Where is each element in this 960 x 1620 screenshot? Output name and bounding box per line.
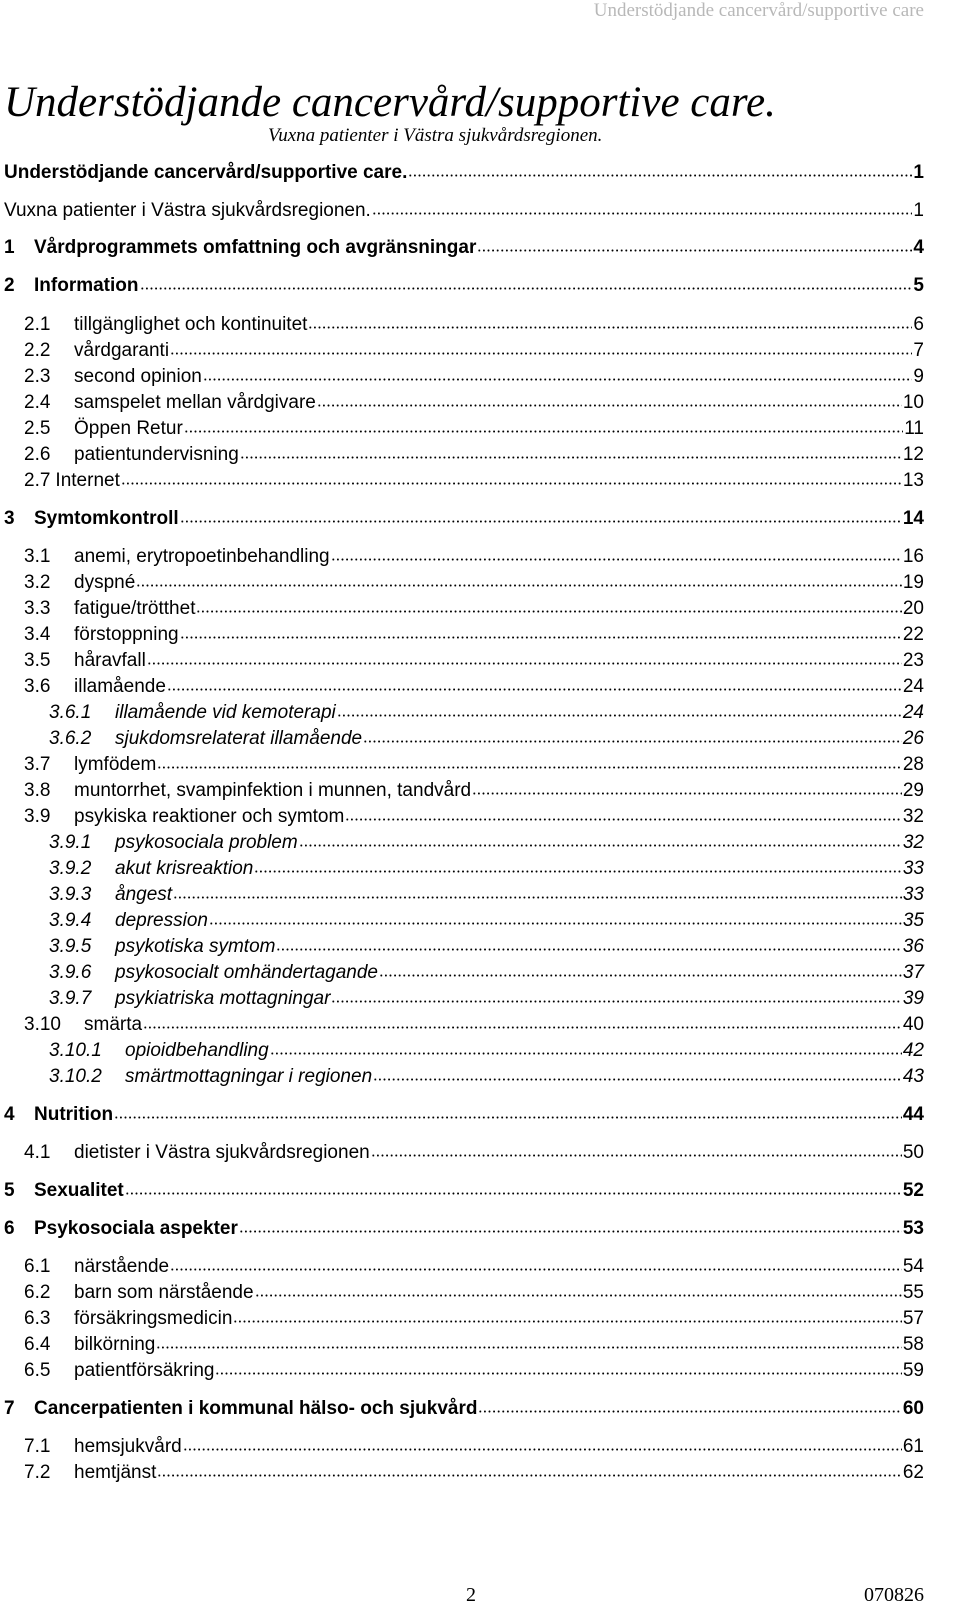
toc-entry-label: Symtomkontroll <box>34 508 179 529</box>
toc-entry-page: 19 <box>902 572 924 593</box>
toc-entry-label: smärta <box>84 1014 143 1035</box>
toc-dot-leader <box>183 1447 902 1452</box>
toc-dot-leader <box>136 583 902 588</box>
toc-entry-label: Öppen Retur <box>74 418 183 439</box>
toc-entry-label: Cancerpatienten i kommunal hälso- och sjukvård <box>34 1398 478 1419</box>
toc-entry[interactable] <box>24 443 924 467</box>
toc-entry-page: 7 <box>913 340 924 361</box>
toc-dot-leader <box>184 429 903 434</box>
toc-entry-label: förstoppning <box>74 624 179 645</box>
toc-entry-page: 36 <box>902 936 924 957</box>
toc-entry-page: 9 <box>913 366 924 387</box>
toc-dot-leader <box>317 403 902 408</box>
toc-entry-page: 37 <box>902 962 924 983</box>
toc-entry[interactable] <box>24 1461 924 1485</box>
toc-entry[interactable] <box>49 909 924 933</box>
toc-entry-page: 42 <box>902 1040 924 1061</box>
toc-entry-number: 3.5 <box>24 650 51 671</box>
toc-entry-number: 3.6 <box>24 676 51 697</box>
toc-entry-number: 3.10 <box>24 1014 61 1035</box>
toc-entry-page: 11 <box>904 418 924 439</box>
toc-entry[interactable] <box>49 701 924 725</box>
toc-dot-leader <box>379 973 902 978</box>
toc-entry-label: illamående vid kemoterapi <box>115 702 336 723</box>
page-number: 2 <box>466 1584 476 1606</box>
toc-dot-leader <box>203 377 913 382</box>
toc-entry-page: 20 <box>902 598 924 619</box>
toc-entry[interactable] <box>24 623 924 647</box>
toc-entry-page: 62 <box>902 1462 924 1483</box>
toc-dot-leader <box>299 843 902 848</box>
running-header: Understödjande cancervård/supportive care <box>593 0 924 21</box>
toc-entry[interactable] <box>24 417 924 441</box>
toc-entry-number: 2.5 <box>24 418 51 439</box>
toc-entry-number: 6 <box>4 1218 15 1239</box>
toc-dot-leader <box>170 1267 902 1272</box>
toc-dot-leader <box>373 1077 902 1082</box>
toc-entry-page: 55 <box>902 1282 924 1303</box>
toc-entry-page: 1 <box>913 162 924 183</box>
toc-entry-page: 10 <box>902 392 924 413</box>
toc-entry[interactable] <box>4 1103 924 1127</box>
toc-entry-page: 39 <box>902 988 924 1009</box>
toc-entry-label: vårdgaranti <box>74 340 170 361</box>
toc-entry-label: dyspné <box>74 572 136 593</box>
toc-entry-label: sjukdomsrelaterat illamående <box>115 728 363 749</box>
toc-entry-label: Information <box>34 275 139 296</box>
toc-dot-leader <box>215 1371 901 1376</box>
toc-entry-label: samspelet mellan vårdgivare <box>74 392 316 413</box>
toc-dot-leader <box>254 869 902 874</box>
toc-entry[interactable] <box>24 1435 924 1459</box>
toc-entry-label: Understödjande cancervård/supportive care. <box>4 162 408 183</box>
toc-entry-page: 40 <box>902 1014 924 1035</box>
toc-entry-label: fatigue/trötthet <box>74 598 196 619</box>
toc-dot-leader <box>345 817 902 822</box>
toc-entry-label: anemi, erytropoetinbehandling <box>74 546 330 567</box>
toc-entry-number: 3.9.1 <box>49 832 92 853</box>
toc-entry-label: barn som närstående <box>74 1282 254 1303</box>
toc-dot-leader <box>472 791 902 796</box>
toc-entry-number: 3.9 <box>24 806 51 827</box>
toc-entry-number: 2.6 <box>24 444 51 465</box>
toc-entry[interactable] <box>24 597 924 621</box>
toc-entry-number: 3 <box>4 508 15 529</box>
toc-entry-label: smärtmottagningar i regionen <box>125 1066 373 1087</box>
toc-entry-label: Vårdprogrammets omfattning och avgränsningar <box>34 237 477 258</box>
toc-dot-leader <box>255 1293 902 1298</box>
toc-entry-number: 6.1 <box>24 1256 51 1277</box>
toc-dot-leader <box>337 713 902 718</box>
toc-entry-label: patientundervisning <box>74 444 239 465</box>
toc-entry-page: 35 <box>902 910 924 931</box>
toc-dot-leader <box>157 765 902 770</box>
toc-entry-number: 6.2 <box>24 1282 51 1303</box>
toc-entry-page: 6 <box>913 314 924 335</box>
toc-entry[interactable] <box>4 199 924 223</box>
toc-entry-number: 6.5 <box>24 1360 51 1381</box>
toc-dot-leader <box>125 1191 902 1196</box>
toc-entry-number: 2.4 <box>24 392 51 413</box>
toc-entry-number: 3.6.1 <box>49 702 92 723</box>
toc-dot-leader <box>408 173 912 178</box>
toc-dot-leader <box>331 557 902 562</box>
toc-dot-leader <box>331 999 901 1004</box>
toc-entry-page: 12 <box>902 444 924 465</box>
toc-entry-label: patientförsäkring <box>74 1360 215 1381</box>
toc-entry-page: 52 <box>902 1180 924 1201</box>
toc-entry-label: hemtjänst <box>74 1462 157 1483</box>
toc-entry[interactable] <box>4 507 924 531</box>
toc-entry-number: 2.3 <box>24 366 51 387</box>
toc-entry-label: tillgänglighet och kontinuitet <box>74 314 308 335</box>
toc-entry[interactable] <box>24 1281 924 1305</box>
toc-dot-leader <box>167 687 902 692</box>
toc-entry-number: 3.7 <box>24 754 51 775</box>
toc-entry-label: håravfall <box>74 650 146 671</box>
toc-entry[interactable] <box>24 649 924 673</box>
toc-entry-page: 59 <box>902 1360 924 1381</box>
toc-entry-label: psykiska reaktioner och symtom <box>74 806 345 827</box>
toc-entry[interactable] <box>49 961 924 985</box>
toc-entry-number: 6.4 <box>24 1334 51 1355</box>
toc-entry[interactable] <box>49 831 924 855</box>
toc-entry-label: muntorrhet, svampinfektion i munnen, tandvård <box>74 780 472 801</box>
toc-entry-number: 1 <box>4 237 15 258</box>
toc-entry-label: illamående <box>74 676 166 697</box>
toc-entry-page: 50 <box>902 1142 924 1163</box>
toc-entry-page: 32 <box>902 806 924 827</box>
toc-dot-leader <box>372 211 913 216</box>
toc-entry-number: 2.7 <box>24 470 51 491</box>
toc-entry-number: 3.2 <box>24 572 51 593</box>
toc-dot-leader <box>308 325 912 330</box>
toc-entry[interactable] <box>49 1065 924 1089</box>
toc-entry-label: psykosociala problem <box>115 832 298 853</box>
toc-entry[interactable] <box>24 753 924 777</box>
toc-dot-leader <box>180 635 902 640</box>
toc-entry[interactable] <box>4 274 924 298</box>
toc-entry-page: 53 <box>902 1218 924 1239</box>
toc-entry-number: 3.10.1 <box>49 1040 102 1061</box>
toc-entry[interactable] <box>24 545 924 569</box>
toc-entry-label: psykiatriska mottagningar <box>115 988 331 1009</box>
toc-entry-page: 14 <box>902 508 924 529</box>
toc-entry-page: 26 <box>902 728 924 749</box>
toc-entry-label: second opinion <box>74 366 202 387</box>
toc-entry[interactable] <box>24 1307 924 1331</box>
toc-entry-number: 3.9.5 <box>49 936 92 957</box>
toc-entry-number: 7.2 <box>24 1462 51 1483</box>
toc-entry[interactable] <box>24 313 924 337</box>
toc-entry[interactable] <box>24 1141 924 1165</box>
toc-dot-leader <box>156 1345 902 1350</box>
toc-entry-label: dietister i Västra sjukvårdsregionen <box>74 1142 370 1163</box>
toc-entry-label: hemsjukvård <box>74 1436 182 1457</box>
document-subtitle: Vuxna patienter i Västra sjukvårdsregionen. <box>268 125 603 146</box>
toc-entry[interactable] <box>49 987 924 1011</box>
toc-entry-page: 24 <box>902 676 924 697</box>
toc-entry[interactable] <box>4 161 924 185</box>
toc-dot-leader <box>478 1409 901 1414</box>
toc-entry-number: 4 <box>4 1104 15 1125</box>
toc-entry[interactable] <box>4 1179 924 1203</box>
toc-entry-page: 28 <box>902 754 924 775</box>
toc-dot-leader <box>121 481 902 486</box>
toc-entry-number: 2 <box>4 275 15 296</box>
toc-entry-number: 3.4 <box>24 624 51 645</box>
toc-entry-label: opioidbehandling <box>125 1040 269 1061</box>
toc-entry[interactable] <box>24 571 924 595</box>
toc-entry-number: 7 <box>4 1398 15 1419</box>
toc-entry-page: 60 <box>902 1398 924 1419</box>
toc-dot-leader <box>180 519 902 524</box>
toc-dot-leader <box>143 1025 902 1030</box>
toc-entry-number: 3.8 <box>24 780 51 801</box>
toc-entry[interactable] <box>24 675 924 699</box>
toc-entry-label: Nutrition <box>34 1104 114 1125</box>
toc-entry-number: 6.3 <box>24 1308 51 1329</box>
toc-entry-label: ångest <box>115 884 173 905</box>
toc-entry[interactable] <box>49 1039 924 1063</box>
toc-entry[interactable] <box>24 1359 924 1383</box>
toc-entry-page: 24 <box>902 702 924 723</box>
toc-entry-number: 2.1 <box>24 314 51 335</box>
toc-dot-leader <box>170 351 912 356</box>
toc-entry-number: 3.9.7 <box>49 988 92 1009</box>
toc-entry-page: 44 <box>902 1104 924 1125</box>
toc-entry[interactable] <box>24 365 924 389</box>
toc-entry-page: 4 <box>913 237 924 258</box>
toc-entry-label: psykosocialt omhändertagande <box>115 962 379 983</box>
toc-entry-page: 1 <box>913 200 924 221</box>
toc-entry-label: bilkörning <box>74 1334 156 1355</box>
toc-entry[interactable] <box>24 1013 924 1037</box>
toc-entry[interactable] <box>24 469 924 493</box>
toc-entry-label: försäkringsmedicin <box>74 1308 233 1329</box>
toc-entry-number: 3.3 <box>24 598 51 619</box>
toc-entry-number: 7.1 <box>24 1436 51 1457</box>
toc-entry-number: 3.9.4 <box>49 910 92 931</box>
toc-entry-number: 2.2 <box>24 340 51 361</box>
toc-entry[interactable] <box>49 857 924 881</box>
toc-entry-page: 23 <box>902 650 924 671</box>
toc-entry-page: 16 <box>902 546 924 567</box>
toc-entry[interactable] <box>24 1255 924 1279</box>
toc-entry-page: 13 <box>902 470 924 491</box>
toc-entry[interactable] <box>49 935 924 959</box>
toc-entry-page: 57 <box>902 1308 924 1329</box>
toc-entry-page: 43 <box>902 1066 924 1087</box>
toc-dot-leader <box>233 1319 901 1324</box>
footer-date-code: 070826 <box>864 1584 924 1606</box>
toc-dot-leader <box>239 1229 902 1234</box>
toc-entry-label: lymfödem <box>74 754 157 775</box>
toc-entry[interactable] <box>24 339 924 363</box>
document-title: Understödjande cancervård/supportive care. <box>4 79 776 126</box>
toc-entry-label: Internet <box>55 470 120 491</box>
toc-entry-page: 54 <box>902 1256 924 1277</box>
toc-entry[interactable] <box>24 805 924 829</box>
toc-dot-leader <box>173 895 902 900</box>
toc-entry-number: 5 <box>4 1180 15 1201</box>
toc-entry[interactable] <box>49 727 924 751</box>
toc-entry-label: Psykosociala aspekter <box>34 1218 238 1239</box>
toc-dot-leader <box>147 661 902 666</box>
toc-entry-number: 3.6.2 <box>49 728 92 749</box>
toc-entry-page: 5 <box>913 275 924 296</box>
toc-entry[interactable] <box>49 883 924 907</box>
toc-dot-leader <box>140 286 913 291</box>
toc-entry-number: 3.9.6 <box>49 962 92 983</box>
toc-entry[interactable] <box>24 391 924 415</box>
toc-entry-label: Sexualitet <box>34 1180 124 1201</box>
toc-entry[interactable] <box>4 236 924 260</box>
toc-entry-number: 3.10.2 <box>49 1066 102 1087</box>
toc-entry-page: 33 <box>902 858 924 879</box>
toc-entry-page: 61 <box>902 1436 924 1457</box>
toc-dot-leader <box>371 1153 902 1158</box>
toc-entry-page: 32 <box>902 832 924 853</box>
toc-entry-number: 3.9.2 <box>49 858 92 879</box>
toc-dot-leader <box>114 1115 902 1120</box>
toc-dot-leader <box>209 921 902 926</box>
toc-entry-label: närstående <box>74 1256 170 1277</box>
toc-entry-page: 22 <box>902 624 924 645</box>
toc-entry[interactable] <box>24 1333 924 1357</box>
toc-entry-number: 3.9.3 <box>49 884 92 905</box>
toc-entry[interactable] <box>24 779 924 803</box>
toc-dot-leader <box>363 739 902 744</box>
toc-entry-label: akut krisreaktion <box>115 858 254 879</box>
toc-entry-page: 58 <box>902 1334 924 1355</box>
toc-entry-page: 29 <box>902 780 924 801</box>
toc-dot-leader <box>276 947 901 952</box>
toc-entry-number: 4.1 <box>24 1142 51 1163</box>
toc-entry-label: depression <box>115 910 208 931</box>
toc-dot-leader <box>196 609 901 614</box>
toc-entry-label: Vuxna patienter i Västra sjukvårdsregionen. <box>4 200 371 221</box>
toc-entry[interactable] <box>4 1397 924 1421</box>
toc-dot-leader <box>240 455 902 460</box>
toc-entry-number: 3.1 <box>24 546 51 567</box>
toc-entry-label: psykotiska symtom <box>115 936 276 957</box>
toc-dot-leader <box>157 1473 901 1478</box>
toc-entry-page: 33 <box>902 884 924 905</box>
toc-entry[interactable] <box>4 1217 924 1241</box>
toc-dot-leader <box>477 248 912 253</box>
toc-dot-leader <box>270 1051 902 1056</box>
